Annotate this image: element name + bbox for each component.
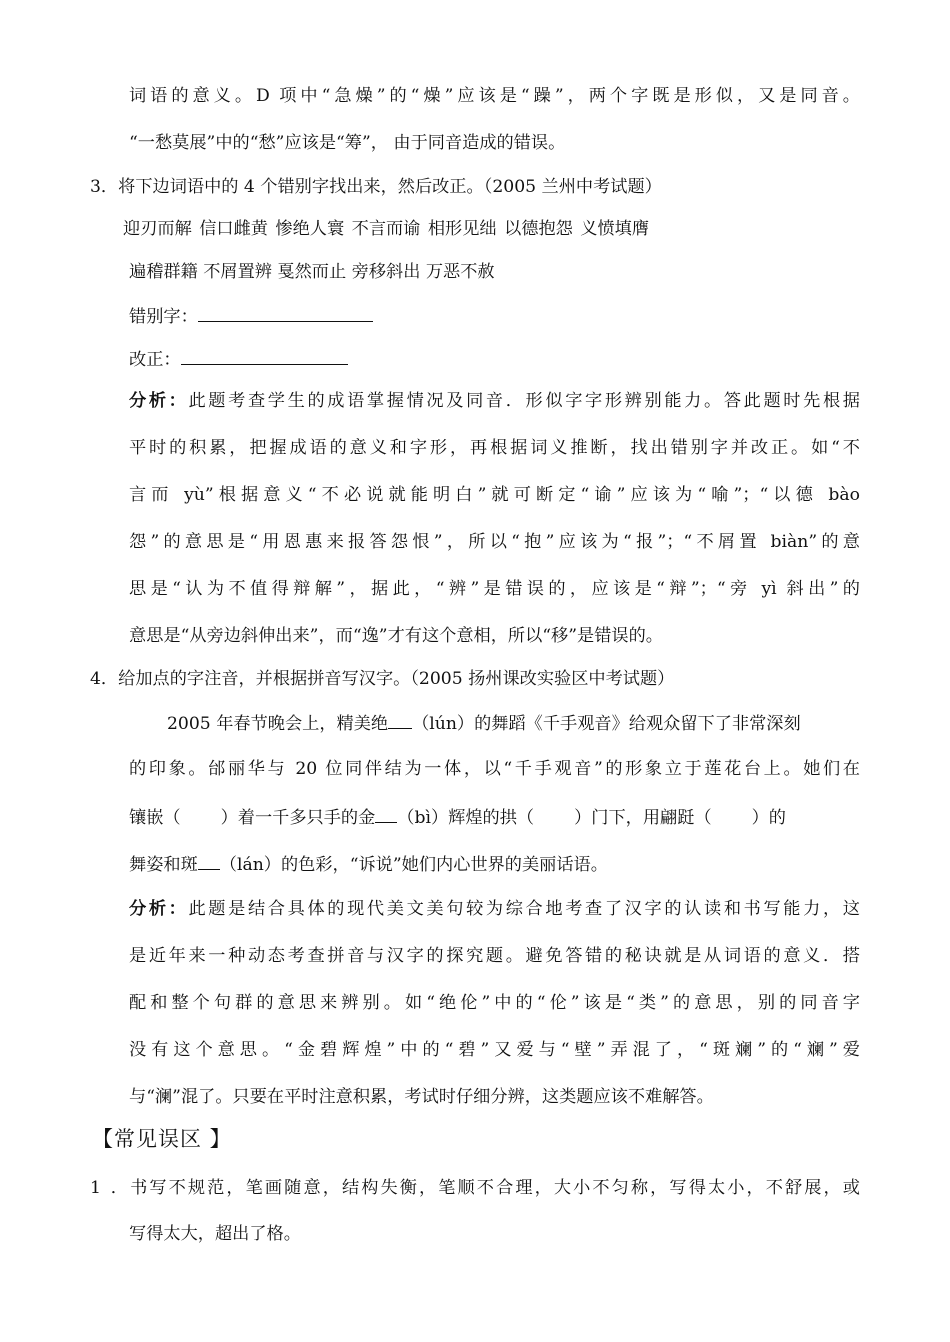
- analysis-line: 是近年来一种动态考查拼音与汉字的探究题。避免答错的秘诀就是从词语的意义．搭: [129, 946, 860, 966]
- field-label: 改正：: [129, 350, 181, 370]
- analysis-line: 没有这个意思。“金碧辉煌”中的“碧”又爱与“壁”弄混了，“斑斓”的“斓”爱: [129, 1040, 860, 1060]
- passage-text: 2005 年春节晚会上，精美绝: [167, 714, 389, 734]
- question-text: 给加点的字注音，并根据拼音写汉字。（2005 扬州课改实验区中考试题）: [118, 669, 675, 689]
- passage-text: （bì）辉煌的拱（: [397, 808, 535, 828]
- analysis-line: [129, 897, 860, 921]
- list-text: 书写不规范，笔画随意，结构失衡，笔顺不合理，大小不匀称，写得太小，不舒展，或: [128, 1178, 860, 1198]
- passage-text: （lán）的色彩，“诉说”她们内心世界的美丽话语。: [219, 855, 608, 875]
- analysis-line: 言而 yù”根据意义“不必说就能明白”就可断定“谕”应该为“喻”；“以德 bào: [129, 485, 860, 505]
- passage-text: ）门下，用翩跹（: [574, 808, 712, 828]
- question-3: [90, 175, 662, 199]
- paragraph-line: 词语的意义。D 项中“急燥”的“燥”应该是“躁”，两个字既是形似，又是同音。: [129, 86, 860, 106]
- answer-blank[interactable]: [388, 710, 412, 729]
- question-number: 3．: [90, 177, 119, 197]
- analysis-line: 思是“认为不值得辩解”，据此，“辨”是错误的，应该是“辩”；“旁 yì 斜出”的: [129, 579, 860, 599]
- analysis-label: 分析：: [129, 391, 189, 411]
- list-number: 1．: [90, 1178, 128, 1198]
- answer-blank[interactable]: [198, 303, 373, 322]
- answer-blank[interactable]: [375, 804, 397, 823]
- analysis-line: 与“澜”混了。只要在平时注意积累，考试时仔细分辨，这类题应该不难解答。: [129, 1087, 714, 1107]
- question-text: 将下边词语中的 4 个错别字找出来，然后改正。（2005 兰州中考试题）: [118, 177, 662, 197]
- passage-text: ）的: [751, 808, 786, 828]
- paragraph-line: “一愁莫展”中的“愁”应该是“筹”， 由于同音造成的错误。: [129, 133, 566, 153]
- correction-field: [129, 346, 348, 372]
- section-heading: 【常见误区 】: [92, 1127, 232, 1151]
- passage-text: 舞姿和斑: [129, 855, 198, 875]
- wrong-chars-field: [129, 303, 373, 329]
- analysis-label: 分析：: [129, 899, 189, 919]
- word-list-line: 迎刃而解 信口雌黄 惨绝人寰 不言而谕 相形见绌 以德抱怨 义愤填膺: [123, 219, 650, 239]
- list-item: [90, 1176, 860, 1200]
- passage-line: [167, 710, 801, 736]
- list-item-continuation: 写得太大，超出了格。: [129, 1224, 301, 1244]
- passage-text: 镶嵌（: [129, 808, 181, 828]
- field-label: 错别字：: [129, 307, 198, 327]
- passage-text: ）着一千多只手的金: [220, 808, 376, 828]
- passage-line: 的印象。邰丽华与 20 位同伴结为一体，以“千手观音”的形象立于莲花台上。她们在: [129, 759, 860, 779]
- passage-line: [129, 851, 608, 877]
- analysis-line: 平时的积累，把握成语的意义和字形，再根据词义推断，找出错别字并改正。如“不: [129, 438, 860, 458]
- question-4: [90, 667, 674, 691]
- passage-text: （lún）的舞蹈《千手观音》给观众留下了非常深刻: [412, 714, 801, 734]
- analysis-line: 配和整个句群的意思来辨别。如“绝伦”中的“伦”该是“类”的意思，别的同音字: [129, 993, 860, 1013]
- analysis-line: [129, 389, 860, 413]
- analysis-line: 怨”的意思是“用恩惠来报答怨恨”，所以“抱”应该为“报”；“不屑置 biàn”的意: [129, 532, 860, 552]
- analysis-line: 意思是“从旁边斜伸出来”，而“逸”才有这个意相，所以“移”是错误的。: [129, 626, 663, 646]
- analysis-text: 此题是结合具体的现代美文美句较为综合地考查了汉字的认读和书写能力，这: [188, 899, 860, 919]
- answer-blank[interactable]: [198, 851, 220, 870]
- question-number: 4．: [90, 669, 119, 689]
- answer-blank[interactable]: [181, 346, 348, 365]
- analysis-text: 此题考查学生的成语掌握情况及同音．形似字字形辨别能力。答此题时先根据: [188, 391, 860, 411]
- passage-line: [129, 804, 786, 830]
- word-list-line: 遍稽群籍 不屑置辨 戛然而止 旁移斜出 万恶不赦: [129, 262, 495, 282]
